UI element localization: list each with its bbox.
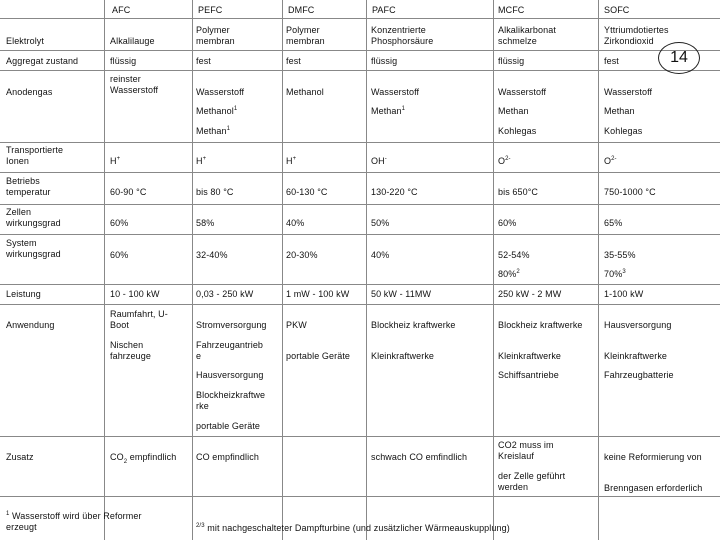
footnote-mark-1: 1 (233, 106, 238, 112)
cell-zellen-pafc: 50% (371, 218, 390, 228)
cell-aggregat-sofc: fest (604, 56, 619, 66)
row-label-anodengas: Anodengas (6, 87, 53, 97)
cell-anwendung-afc-2: Nischen fahrzeuge (110, 340, 151, 361)
cell-system-pefc: 32-40% (196, 250, 228, 260)
cell-anwendung-pefc-2: Fahrzeugantrieb e (196, 340, 264, 361)
header-sofc: SOFC (604, 5, 630, 15)
cell-anwendung-dmfc-1: PKW (286, 320, 307, 330)
cell-leistung-pafc: 50 kW - 11MW (371, 289, 432, 299)
row-label-zusatz: Zusatz (6, 452, 34, 462)
cell-elektrolyt-mcfc: Alkalikarbonat schmelze (498, 25, 556, 46)
cell-temperatur-pafc: 130-220 °C (371, 187, 418, 197)
cell-anodengas-pafc-2: Methan$^1$ (371, 106, 406, 116)
cell-leistung-dmfc: 1 mW - 100 kW (286, 289, 350, 299)
cell-aggregat-mcfc: flüssig (498, 56, 525, 66)
cell-anwendung-afc-1: Raumfahrt, U- Boot (110, 309, 168, 330)
cell-zellen-afc: 60% (110, 218, 129, 228)
row-divider (0, 436, 720, 437)
cell-anwendung-pefc-4: Blockheizkraftwe rke (196, 390, 266, 411)
page-number-badge: 14 (658, 42, 700, 74)
row-label-elektrolyt: Elektrolyt (6, 36, 45, 46)
cell-zusatz-afc: $CO_2$ empfindlich (110, 452, 177, 465)
cell-zellen-dmfc: 40% (286, 218, 305, 228)
cell-elektrolyt-pafc: Konzentrierte Phosphorsäure (371, 25, 434, 46)
cell-leistung-afc: 10 - 100 kW (110, 289, 160, 299)
cell-zusatz-mcfc-2: der Zelle geführt werden (498, 471, 566, 492)
column-divider (282, 0, 283, 540)
cell-anwendung-sofc-2: Kleinkraftwerke (604, 351, 668, 361)
row-divider (0, 496, 720, 497)
cell-ionen-mcfc: $O^{2-}$ (498, 156, 511, 166)
cell-temperatur-pefc: bis 80 °C (196, 187, 234, 197)
row-divider (0, 234, 720, 235)
row-divider (0, 204, 720, 205)
column-divider (598, 0, 599, 540)
cell-leistung-sofc: 1-100 kW (604, 289, 644, 299)
cell-anodengas-sofc-2: Methan (604, 106, 635, 116)
cell-system-dmfc: 20-30% (286, 250, 318, 260)
cell-anwendung-sofc-1: Hausversorgung (604, 320, 672, 330)
row-label-system: System wirkungsgrad (6, 238, 61, 259)
row-divider (0, 304, 720, 305)
cell-system-sofc-1: 35-55% (604, 250, 636, 260)
column-divider (366, 0, 367, 540)
header-dmfc: DMFC (288, 5, 315, 15)
row-label-ionen: Transportierte Ionen (6, 145, 64, 166)
row-divider (0, 18, 720, 19)
cell-anodengas-pefc-1: Wasserstoff (196, 87, 245, 97)
cell-elektrolyt-sofc: Yttriumdotiertes Zirkondioxid (604, 25, 669, 46)
cell-aggregat-pafc: flüssig (371, 56, 398, 66)
cell-anwendung-mcfc-1: Blockheiz kraftwerke (498, 320, 583, 330)
cell-temperatur-dmfc: 60-130 °C (286, 187, 328, 197)
cell-anodengas-mcfc-1: Wasserstoff (498, 87, 547, 97)
cell-anodengas-mcfc-2: Methan (498, 106, 529, 116)
footnote-1: $^1$ Wasserstoff wird über Reformer erzeugt (6, 511, 142, 532)
cell-zusatz-mcfc-1: CO2 muss im Kreislauf (498, 440, 554, 461)
cell-anodengas-dmfc: Methanol (286, 87, 324, 97)
header-mcfc: MCFC (498, 5, 525, 15)
cell-anwendung-mcfc-2: Kleinkraftwerke (498, 351, 562, 361)
cell-zusatz-pafc: schwach CO emfindlich (371, 452, 468, 462)
cell-aggregat-pefc: fest (196, 56, 211, 66)
row-divider (0, 142, 720, 143)
cell-elektrolyt-afc: Alkalilauge (110, 36, 155, 46)
row-label-aggregat: Aggregat zustand (6, 56, 79, 66)
row-label-temperatur: Betriebs temperatur (6, 176, 51, 197)
cell-elektrolyt-pefc: Polymer membran (196, 25, 235, 46)
row-divider (0, 172, 720, 173)
cell-ionen-afc: H+ (110, 156, 121, 166)
cell-temperatur-mcfc: bis 650°C (498, 187, 539, 197)
cell-ionen-dmfc: H+ (286, 156, 297, 166)
cell-anwendung-pefc-1: Stromversorgung (196, 320, 267, 330)
cell-ionen-pefc: H+ (196, 156, 207, 166)
cell-ionen-pafc: OH- (371, 156, 387, 166)
column-divider (192, 0, 193, 540)
cell-temperatur-afc: 60-90 °C (110, 187, 147, 197)
cell-aggregat-afc: flüssig (110, 56, 137, 66)
footnote-2-3: $^{2/3}$ mit nachgeschalteter Dampfturbine (und zusätzlicher Wärmeauskupplung) (196, 523, 510, 533)
cell-anwendung-pafc-2: Kleinkraftwerke (371, 351, 435, 361)
cell-anodengas-pefc-3: Methan$^1$ (196, 126, 231, 136)
footnote-mark-1: 1 (226, 126, 231, 132)
header-afc: AFC (112, 5, 131, 15)
cell-ionen-sofc: $O^{2-}$ (604, 156, 617, 166)
cell-anodengas-sofc-1: Wasserstoff (604, 87, 653, 97)
cell-leistung-mcfc: 250 kW - 2 MW (498, 289, 562, 299)
cell-zusatz-sofc-1: keine Reformierung von (604, 452, 702, 462)
row-label-leistung: Leistung (6, 289, 41, 299)
cell-anwendung-dmfc-2: portable Geräte (286, 351, 351, 361)
cell-temperatur-sofc: 750-1000 °C (604, 187, 656, 197)
row-label-zellen: Zellen wirkungsgrad (6, 207, 61, 228)
cell-system-afc: 60% (110, 250, 129, 260)
cell-anwendung-sofc-3: Fahrzeugbatterie (604, 370, 674, 380)
cell-anodengas-pefc-2: Methanol$^1$ (196, 106, 238, 116)
cell-system-mcfc-2: 80%$^2$ (498, 269, 520, 279)
row-divider (0, 70, 720, 71)
cell-anodengas-mcfc-3: Kohlegas (498, 126, 537, 136)
cell-anwendung-pefc-5: portable Geräte (196, 421, 261, 431)
cell-system-sofc-2: 70%$^3$ (604, 269, 626, 279)
footnote-mark-1: 1 (401, 106, 406, 112)
column-divider (104, 0, 105, 540)
cell-anwendung-pefc-3: Hausversorgung (196, 370, 264, 380)
cell-anwendung-mcfc-3: Schiffsantriebe (498, 370, 559, 380)
row-divider (0, 50, 720, 51)
cell-elektrolyt-dmfc: Polymer membran (286, 25, 325, 46)
cell-system-pafc: 40% (371, 250, 390, 260)
row-divider (0, 284, 720, 285)
footnote-mark-2: 2 (516, 269, 520, 275)
row-label-anwendung: Anwendung (6, 320, 55, 330)
cell-zusatz-sofc-2: Brenngasen erforderlich (604, 483, 703, 493)
cell-leistung-pefc: 0,03 - 250 kW (196, 289, 254, 299)
cell-system-mcfc-1: 52-54% (498, 250, 530, 260)
header-pafc: PAFC (372, 5, 396, 15)
header-pefc: PEFC (198, 5, 223, 15)
cell-anwendung-pafc-1: Blockheiz kraftwerke (371, 320, 456, 330)
cell-anodengas-afc: reinster Wasserstoff (110, 74, 159, 95)
cell-anodengas-sofc-3: Kohlegas (604, 126, 643, 136)
cell-anodengas-pafc-1: Wasserstoff (371, 87, 420, 97)
cell-zellen-pefc: 58% (196, 218, 215, 228)
cell-aggregat-dmfc: fest (286, 56, 301, 66)
cell-zusatz-pefc: CO empfindlich (196, 452, 259, 462)
cell-zellen-mcfc: 60% (498, 218, 517, 228)
column-divider (493, 0, 494, 540)
footnote-mark-3: 3 (622, 269, 626, 275)
cell-zellen-sofc: 65% (604, 218, 623, 228)
